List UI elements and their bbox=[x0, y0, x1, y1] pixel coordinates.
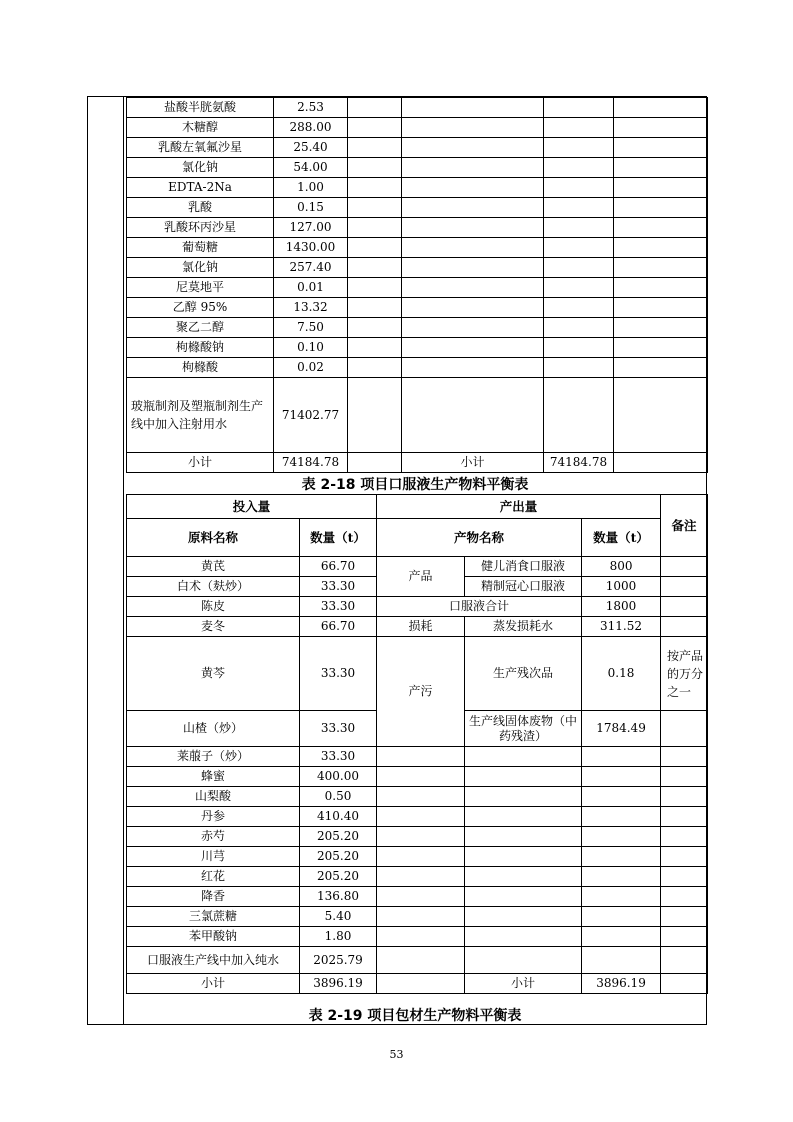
input-name: 莱菔子（炒） bbox=[127, 747, 300, 767]
subtotal-in: 74184.78 bbox=[274, 453, 348, 473]
empty-cell bbox=[544, 238, 614, 258]
material-qty: 71402.77 bbox=[274, 378, 348, 453]
empty-cell bbox=[348, 118, 402, 138]
input-qty: 205.20 bbox=[300, 847, 377, 867]
empty-cell bbox=[614, 378, 708, 453]
empty-cell bbox=[377, 927, 465, 947]
product-2-qty: 1000 bbox=[582, 577, 661, 597]
material-qty: 0.01 bbox=[274, 278, 348, 298]
material-name: 木糖醇 bbox=[127, 118, 274, 138]
material-name: 枸橼酸钠 bbox=[127, 338, 274, 358]
empty-cell bbox=[402, 358, 544, 378]
empty-cell bbox=[614, 138, 708, 158]
empty-cell bbox=[544, 178, 614, 198]
empty-cell bbox=[348, 98, 402, 118]
empty-cell bbox=[348, 338, 402, 358]
empty-cell bbox=[402, 298, 544, 318]
material-name: 乙醇 95% bbox=[127, 298, 274, 318]
subtotal-row bbox=[127, 453, 708, 473]
empty-cell bbox=[348, 218, 402, 238]
empty-cell bbox=[582, 887, 661, 907]
empty-cell bbox=[661, 847, 708, 867]
material-name: 乳酸 bbox=[127, 198, 274, 218]
material-qty: 0.02 bbox=[274, 358, 348, 378]
empty-cell bbox=[348, 138, 402, 158]
input-name: 口服液生产线中加入纯水 bbox=[127, 947, 300, 974]
col-qty-in: 数量（t） bbox=[300, 519, 377, 557]
empty-cell bbox=[661, 867, 708, 887]
input-qty: 0.50 bbox=[300, 787, 377, 807]
empty-cell bbox=[402, 378, 544, 453]
empty-cell bbox=[582, 787, 661, 807]
remark-header: 备注 bbox=[661, 495, 708, 557]
input-qty: 410.40 bbox=[300, 807, 377, 827]
empty-cell bbox=[544, 98, 614, 118]
remark-cell bbox=[661, 597, 708, 617]
remark-cell bbox=[661, 711, 708, 747]
empty-cell bbox=[348, 318, 402, 338]
empty-cell bbox=[614, 453, 708, 473]
subtotal-label: 小计 bbox=[127, 453, 274, 473]
empty-cell bbox=[465, 847, 582, 867]
empty-cell bbox=[582, 947, 661, 974]
material-qty: 1.00 bbox=[274, 178, 348, 198]
subtotal-out-label: 小计 bbox=[402, 453, 544, 473]
empty-cell bbox=[582, 847, 661, 867]
empty-cell bbox=[582, 827, 661, 847]
table-row bbox=[127, 178, 708, 198]
material-name: 聚乙二醇 bbox=[127, 318, 274, 338]
empty-cell bbox=[377, 747, 465, 767]
table-row bbox=[127, 847, 708, 867]
empty-cell bbox=[348, 178, 402, 198]
table-row bbox=[127, 827, 708, 847]
input-qty: 33.30 bbox=[300, 577, 377, 597]
input-name: 山梨酸 bbox=[127, 787, 300, 807]
remark-cell bbox=[661, 617, 708, 637]
empty-cell bbox=[614, 218, 708, 238]
input-qty: 205.20 bbox=[300, 827, 377, 847]
material-name: 葡萄糖 bbox=[127, 238, 274, 258]
input-name: 白术（麸炒） bbox=[127, 577, 300, 597]
input-qty: 5.40 bbox=[300, 907, 377, 927]
input-qty: 33.30 bbox=[300, 711, 377, 747]
empty-cell bbox=[661, 807, 708, 827]
input-name: 黄芩 bbox=[127, 637, 300, 711]
empty-cell bbox=[348, 158, 402, 178]
empty-cell bbox=[614, 298, 708, 318]
empty-cell bbox=[402, 98, 544, 118]
material-name: 尼莫地平 bbox=[127, 278, 274, 298]
material-qty: 0.15 bbox=[274, 198, 348, 218]
empty-cell bbox=[348, 278, 402, 298]
material-qty: 127.00 bbox=[274, 218, 348, 238]
empty-cell bbox=[377, 907, 465, 927]
input-name: 赤芍 bbox=[127, 827, 300, 847]
empty-cell bbox=[402, 138, 544, 158]
empty-cell bbox=[465, 867, 582, 887]
empty-cell bbox=[661, 887, 708, 907]
product-group: 产品 bbox=[377, 557, 465, 597]
input-qty: 33.30 bbox=[300, 597, 377, 617]
table-row bbox=[127, 787, 708, 807]
empty-cell bbox=[614, 338, 708, 358]
input-name: 山楂（炒） bbox=[127, 711, 300, 747]
table-row bbox=[127, 278, 708, 298]
empty-cell bbox=[402, 158, 544, 178]
loss-group: 损耗 bbox=[377, 617, 465, 637]
empty-cell bbox=[544, 298, 614, 318]
output-header: 产出量 bbox=[377, 495, 661, 519]
material-name: 枸橼酸 bbox=[127, 358, 274, 378]
subtotal-in: 3896.19 bbox=[300, 974, 377, 994]
col-product: 产物名称 bbox=[377, 519, 582, 557]
input-qty: 2025.79 bbox=[300, 947, 377, 974]
table-row bbox=[127, 158, 708, 178]
empty-cell bbox=[348, 258, 402, 278]
empty-cell bbox=[582, 927, 661, 947]
empty-cell bbox=[582, 767, 661, 787]
empty-cell bbox=[661, 827, 708, 847]
input-name: 黄芪 bbox=[127, 557, 300, 577]
page-number: 53 bbox=[389, 1048, 404, 1061]
empty-cell bbox=[465, 887, 582, 907]
table-row bbox=[127, 118, 708, 138]
input-name: 麦冬 bbox=[127, 617, 300, 637]
empty-cell bbox=[465, 747, 582, 767]
material-balance-table-continued bbox=[126, 97, 708, 473]
table-row bbox=[127, 198, 708, 218]
table-row bbox=[127, 98, 708, 118]
table-row bbox=[127, 138, 708, 158]
empty-cell bbox=[377, 807, 465, 827]
input-qty: 400.00 bbox=[300, 767, 377, 787]
empty-cell bbox=[402, 218, 544, 238]
empty-cell bbox=[465, 947, 582, 974]
input-name: 降香 bbox=[127, 887, 300, 907]
empty-cell bbox=[465, 927, 582, 947]
product-total-name: 口服液合计 bbox=[377, 597, 582, 617]
empty-cell bbox=[544, 118, 614, 138]
empty-cell bbox=[348, 298, 402, 318]
subtotal-row bbox=[127, 974, 708, 994]
empty-cell bbox=[377, 887, 465, 907]
empty-cell bbox=[465, 827, 582, 847]
material-qty: 288.00 bbox=[274, 118, 348, 138]
remark-cell bbox=[661, 577, 708, 597]
input-name: 川芎 bbox=[127, 847, 300, 867]
col-qty-out: 数量（t） bbox=[582, 519, 661, 557]
material-name: 乳酸环丙沙星 bbox=[127, 218, 274, 238]
table-row bbox=[127, 218, 708, 238]
empty-cell bbox=[402, 238, 544, 258]
empty-cell bbox=[614, 318, 708, 338]
table-row bbox=[127, 747, 708, 767]
table-row bbox=[127, 258, 708, 278]
input-qty: 66.70 bbox=[300, 617, 377, 637]
input-qty: 66.70 bbox=[300, 557, 377, 577]
empty-cell bbox=[348, 238, 402, 258]
material-name: 盐酸半胱氨酸 bbox=[127, 98, 274, 118]
subtotal-out: 3896.19 bbox=[582, 974, 661, 994]
table-row bbox=[127, 947, 708, 974]
empty-cell bbox=[348, 453, 402, 473]
table-row bbox=[127, 238, 708, 258]
empty-cell bbox=[661, 947, 708, 974]
input-qty: 33.30 bbox=[300, 747, 377, 767]
waste-1-remark: 按产品的万分之一 bbox=[661, 637, 708, 711]
empty-cell bbox=[348, 378, 402, 453]
empty-cell bbox=[377, 974, 465, 994]
waste-2-qty: 1784.49 bbox=[582, 711, 661, 747]
product-2-name: 精制冠心口服液 bbox=[465, 577, 582, 597]
empty-cell bbox=[377, 847, 465, 867]
material-qty: 13.32 bbox=[274, 298, 348, 318]
empty-cell bbox=[465, 787, 582, 807]
material-qty: 25.40 bbox=[274, 138, 348, 158]
empty-cell bbox=[465, 907, 582, 927]
subtotal-out: 74184.78 bbox=[544, 453, 614, 473]
empty-cell bbox=[377, 867, 465, 887]
material-qty: 1430.00 bbox=[274, 238, 348, 258]
table-row bbox=[127, 338, 708, 358]
empty-cell bbox=[377, 827, 465, 847]
material-qty: 54.00 bbox=[274, 158, 348, 178]
empty-cell bbox=[582, 807, 661, 827]
material-qty: 7.50 bbox=[274, 318, 348, 338]
col-material: 原料名称 bbox=[127, 519, 300, 557]
empty-cell bbox=[377, 767, 465, 787]
empty-cell bbox=[544, 378, 614, 453]
empty-cell bbox=[544, 138, 614, 158]
input-qty: 205.20 bbox=[300, 867, 377, 887]
empty-cell bbox=[402, 258, 544, 278]
table-row bbox=[127, 807, 708, 827]
material-qty: 257.40 bbox=[274, 258, 348, 278]
empty-cell bbox=[465, 767, 582, 787]
input-name: 三氯蔗糖 bbox=[127, 907, 300, 927]
loss-qty: 311.52 bbox=[582, 617, 661, 637]
material-qty: 0.10 bbox=[274, 338, 348, 358]
table-row bbox=[127, 927, 708, 947]
empty-cell bbox=[402, 118, 544, 138]
empty-cell bbox=[402, 178, 544, 198]
waste-1-name: 生产残次品 bbox=[465, 637, 582, 711]
material-name: 氯化钠 bbox=[127, 258, 274, 278]
empty-cell bbox=[661, 747, 708, 767]
table-row bbox=[127, 887, 708, 907]
empty-cell bbox=[614, 178, 708, 198]
input-header: 投入量 bbox=[127, 495, 377, 519]
empty-cell bbox=[544, 218, 614, 238]
table-row bbox=[127, 378, 708, 453]
empty-cell bbox=[614, 98, 708, 118]
empty-cell bbox=[582, 867, 661, 887]
material-name: 玻瓶制剂及塑瓶制剂生产线中加入注射用水 bbox=[127, 378, 274, 453]
empty-cell bbox=[614, 358, 708, 378]
table-row bbox=[127, 767, 708, 787]
table-row bbox=[127, 358, 708, 378]
empty-cell bbox=[661, 787, 708, 807]
input-name: 蜂蜜 bbox=[127, 767, 300, 787]
empty-cell bbox=[544, 258, 614, 278]
empty-cell bbox=[402, 198, 544, 218]
table-row bbox=[127, 318, 708, 338]
subtotal-out-label: 小计 bbox=[465, 974, 582, 994]
empty-cell bbox=[348, 358, 402, 378]
empty-cell bbox=[377, 787, 465, 807]
inner-left-border bbox=[123, 96, 124, 1025]
table-caption-2-18: 表 2-18 项目口服液生产物料平衡表 bbox=[301, 477, 529, 493]
empty-cell bbox=[402, 318, 544, 338]
empty-cell bbox=[582, 747, 661, 767]
empty-cell bbox=[377, 947, 465, 974]
empty-cell bbox=[614, 158, 708, 178]
table-row bbox=[127, 907, 708, 927]
empty-cell bbox=[661, 767, 708, 787]
input-name: 红花 bbox=[127, 867, 300, 887]
waste-1-qty: 0.18 bbox=[582, 637, 661, 711]
table-caption-2-19: 表 2-19 项目包材生产物料平衡表 bbox=[308, 1008, 522, 1024]
empty-cell bbox=[544, 358, 614, 378]
empty-cell bbox=[544, 318, 614, 338]
empty-cell bbox=[614, 118, 708, 138]
input-name: 丹参 bbox=[127, 807, 300, 827]
table-row bbox=[127, 298, 708, 318]
empty-cell bbox=[402, 338, 544, 358]
empty-cell bbox=[614, 238, 708, 258]
empty-cell bbox=[544, 158, 614, 178]
empty-cell bbox=[614, 258, 708, 278]
material-qty: 2.53 bbox=[274, 98, 348, 118]
empty-cell bbox=[544, 338, 614, 358]
empty-cell bbox=[465, 807, 582, 827]
empty-cell bbox=[614, 198, 708, 218]
subtotal-label: 小计 bbox=[127, 974, 300, 994]
empty-cell bbox=[582, 907, 661, 927]
oral-liquid-balance-table bbox=[126, 494, 708, 994]
input-qty: 1.80 bbox=[300, 927, 377, 947]
table-row bbox=[127, 867, 708, 887]
product-1-qty: 800 bbox=[582, 557, 661, 577]
input-qty: 33.30 bbox=[300, 637, 377, 711]
product-total-qty: 1800 bbox=[582, 597, 661, 617]
empty-cell bbox=[661, 974, 708, 994]
empty-cell bbox=[614, 278, 708, 298]
input-name: 苯甲酸钠 bbox=[127, 927, 300, 947]
waste-group: 产污 bbox=[377, 637, 465, 747]
loss-name: 蒸发损耗水 bbox=[465, 617, 582, 637]
empty-cell bbox=[661, 907, 708, 927]
remark-cell bbox=[661, 557, 708, 577]
empty-cell bbox=[544, 198, 614, 218]
waste-2-name: 生产线固体废物（中药残渣） bbox=[465, 711, 582, 747]
input-name: 陈皮 bbox=[127, 597, 300, 617]
empty-cell bbox=[544, 278, 614, 298]
material-name: 氯化钠 bbox=[127, 158, 274, 178]
material-name: EDTA-2Na bbox=[127, 178, 274, 198]
empty-cell bbox=[402, 278, 544, 298]
input-qty: 136.80 bbox=[300, 887, 377, 907]
empty-cell bbox=[348, 198, 402, 218]
product-1-name: 健儿消食口服液 bbox=[465, 557, 582, 577]
material-name: 乳酸左氧氟沙星 bbox=[127, 138, 274, 158]
empty-cell bbox=[661, 927, 708, 947]
